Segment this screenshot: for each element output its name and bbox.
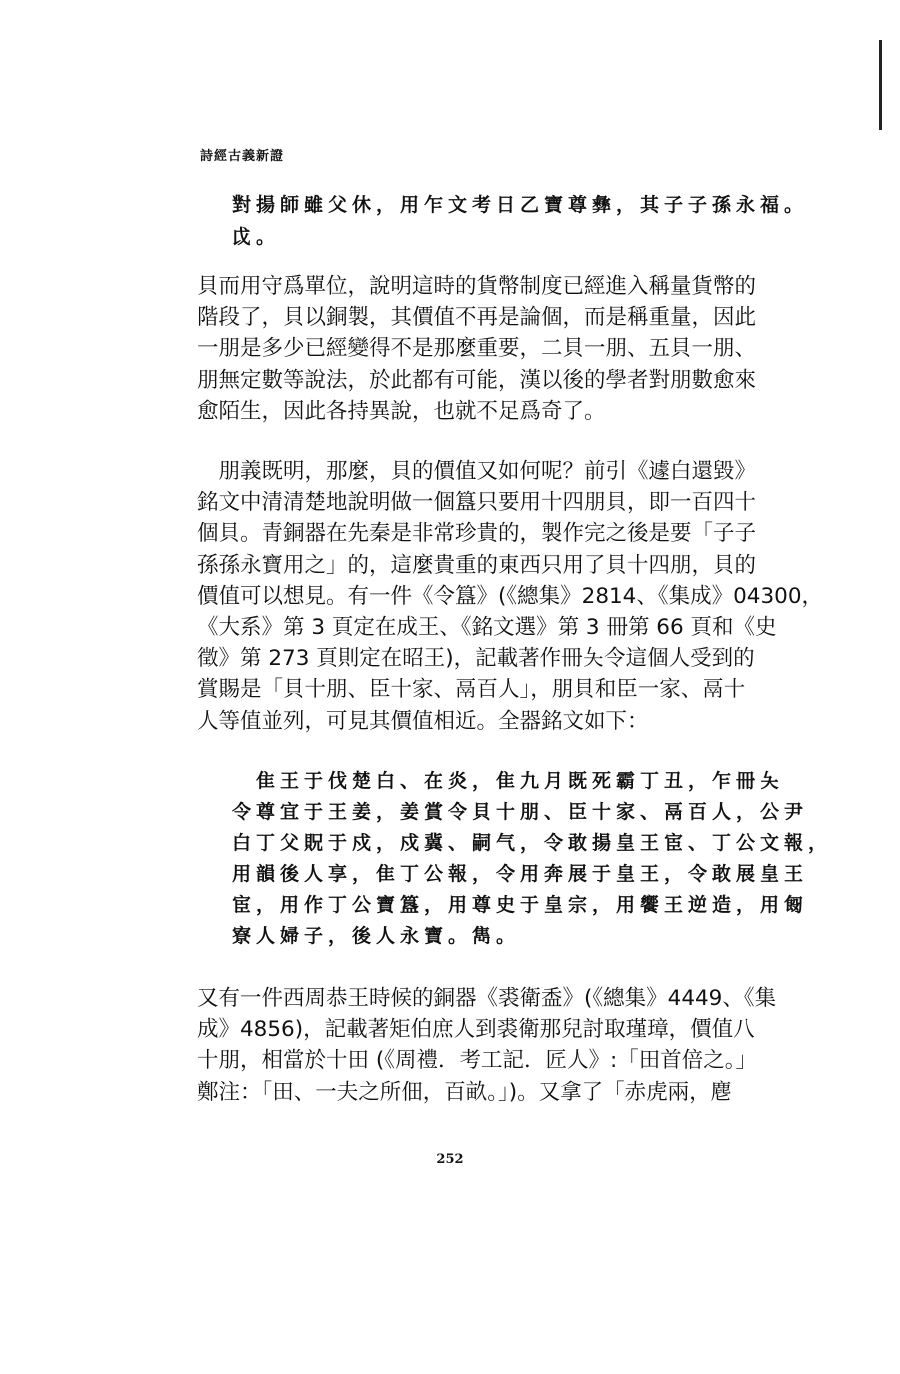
inscription-quote-1	[232, 189, 808, 253]
quote-line: 用韻後人享，隹丁公報，令用奔展于皇王，令敢展皇王	[232, 863, 809, 885]
quote-line: 隹王于伐楚白、在炎，隹九月既死霸丁丑，乍冊夨	[232, 770, 785, 792]
text-line: 愈陌生，因此各持異說，也就不足爲奇了。	[197, 398, 606, 424]
quote-line: 對揚師雖父休，用乍文考日乙寶尊彝，其子子孫永福。	[232, 194, 809, 216]
paragraph-1	[197, 271, 756, 427]
quote-line: 白丁父貺于戍，戍冀、嗣气，令敢揚皇王宦、丁公文報，	[232, 832, 833, 854]
text-line: 《大系》第 3 頁定在成王、《銘文選》第 3 冊第 66 頁和《史	[197, 615, 777, 641]
quote-line: 宦，用作丁公寶簋，用尊史于皇宗，用饗王逆造，用匓	[232, 894, 809, 916]
text-line: 十朋，相當於十田 (《周禮．考工記．匠人》:「田首倍之。」	[197, 1048, 757, 1074]
text-line: 一朋是多少已經變得不是那麼重要，二貝一朋、五貝一朋、	[197, 336, 757, 362]
text-line: 價值可以想見。有一件《令簋》(《總集》2814、《集成》04300，	[197, 583, 824, 609]
quote-line: 令尊宜于王姜，姜賞令貝十朋、臣十家、鬲百人，公尹	[232, 801, 809, 823]
text-line: 個貝。青銅器在先秦是非常珍貴的，製作完之後是要「子子	[197, 521, 757, 547]
text-line: 朋無定數等說法，於此都有可能，漢以後的學者對朋數愈來	[197, 367, 757, 393]
text-line: 貝而用守爲單位，說明這時的貨幣制度已經進入稱量貨幣的	[197, 274, 757, 299]
text-line: 朋義既明，那麼，貝的價值又如何呢？前引《遽白還毀》	[197, 459, 757, 484]
quote-line: 戉。	[232, 226, 281, 248]
page-number: 252	[436, 1152, 464, 1167]
text-line: 階段了，貝以銅製，其價值不再是論個，而是稱重量，因此	[197, 305, 757, 331]
quote-line: 寮人婦子，後人永寶。雋。	[232, 925, 521, 947]
text-line: 銘文中清清楚地說明做一個簋只要用十四朋貝，即一百四十	[197, 490, 757, 516]
text-line: 賞賜是「貝十朋、臣十家、鬲百人」，朋貝和臣一家、鬲十	[197, 677, 746, 703]
text-line: 成》4856)，記載著矩伯庶人到裘衛那兒討取瑾璋，價值八	[197, 1017, 755, 1043]
text-line: 徵》第 273 頁則定在昭王)，記載著作冊夨令這個人受到的	[197, 646, 755, 672]
running-head: 詩經古義新證	[200, 149, 285, 164]
text-line: 又有一件西周恭王時候的銅器《裘衛盉》(《總集》4449、《集	[197, 986, 777, 1011]
text-line: 孫孫永寶用之」的，這麼貴重的東西只用了貝十四朋，貝的	[197, 552, 757, 578]
paragraph-3	[197, 983, 776, 1108]
scan-edge-mark	[879, 40, 882, 130]
text-line: 鄭注：「田、一夫之所佃，百畝。」)。又拿了「赤虎兩，麀	[197, 1079, 733, 1105]
inscription-quote-2	[232, 766, 832, 952]
text-line: 人等值並列，可見其價值相近。全器銘文如下：	[197, 708, 649, 734]
paragraph-2	[197, 456, 823, 737]
